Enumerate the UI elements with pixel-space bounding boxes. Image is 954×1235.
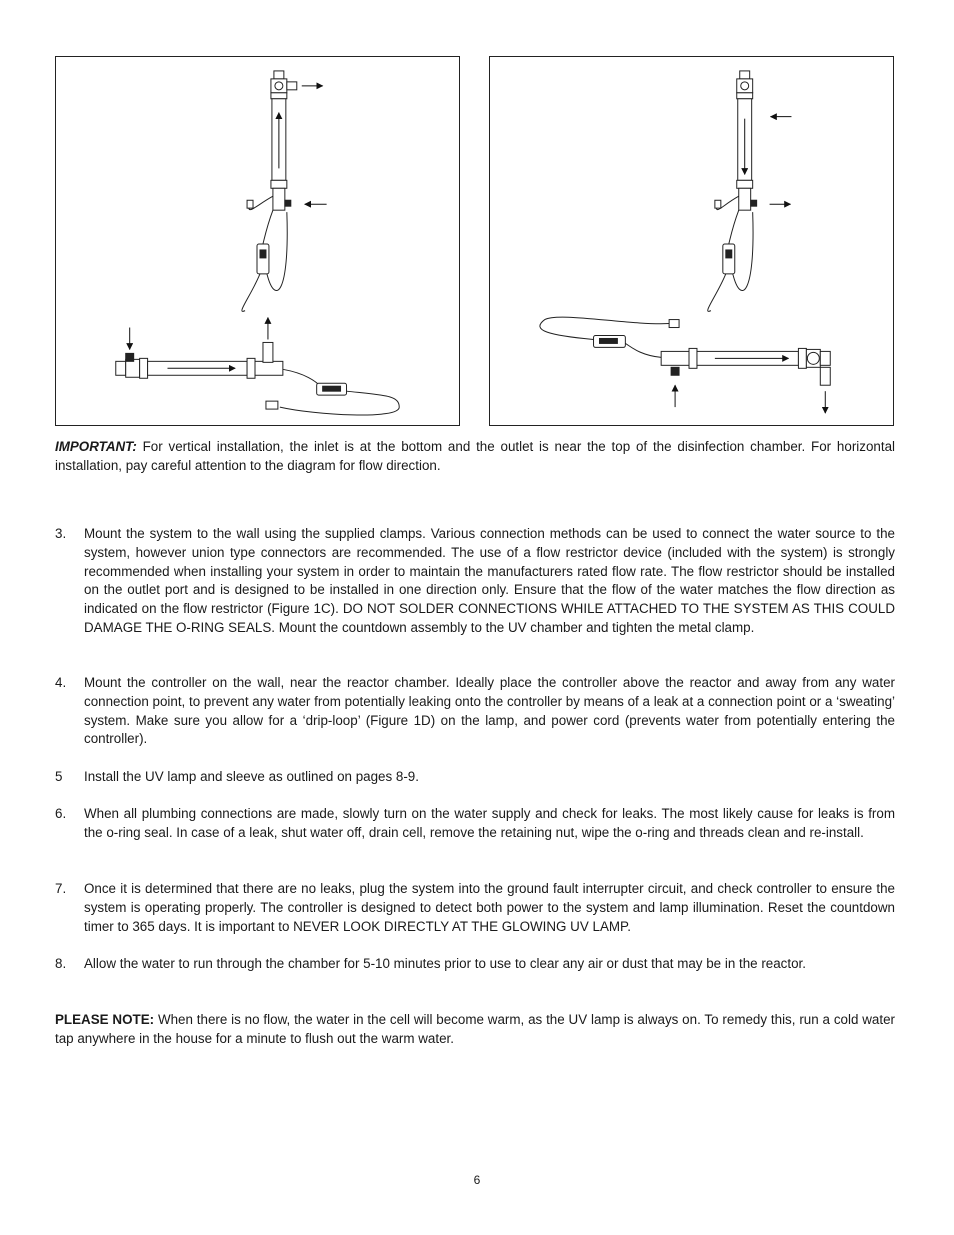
please-note-lead: PLEASE NOTE: [55, 1012, 155, 1027]
installation-diagram-right [490, 57, 893, 425]
step-number: 8. [55, 956, 67, 971]
vertical-uv-chamber [271, 71, 297, 210]
step-text: Install the UV lamp and sleeve as outlined on pages 8-9. [84, 769, 419, 784]
page-number: 6 [473, 1173, 481, 1187]
vertical-uv-chamber-right [737, 71, 757, 210]
step-number: 5 [55, 769, 63, 784]
step-text: Mount the system to the wall using the supplied clamps. Various connection methods can be used to connect the water source to the system, however union type connectors are recommended. The use of a flow restrictor device (included with the system) is strongly recommended when installing your system in order to maintain the manufacturers rated flow rate. The flow restrictor should be installed on the outlet port and is designed to be installed in one direction only. Ensure that the flow of the water matches the flow direction as indicated on the flow restrictor (Figure 1C). DO NOT SOLDER CONNECTIONS WHILE ATTACHED TO THE SYSTEM AS THIS COULD DAMAGE THE O-RING SEALS. Mount the countdown assembly to the UV chamber and tighten the metal clamp. [84, 526, 895, 635]
figure-installation-left [55, 56, 460, 426]
step-number: 7. [55, 881, 67, 896]
horizontal-uv-chamber [116, 342, 283, 378]
step-number: 4. [55, 675, 67, 690]
important-lead: IMPORTANT: [55, 439, 137, 454]
horizontal-uv-chamber-right [661, 348, 830, 385]
step-text: Once it is determined that there are no leaks, plug the system into the ground fault interrupter circuit, and check controller to ensure the system is operating properly. The controller is designed to detect both power to the system and lamp illumination. Reset the countdown timer to 365 days. It is important to NEVER LOOK DIRECTLY AT THE GLOWING UV LAMP. [84, 881, 895, 934]
controller-box-right [723, 244, 735, 274]
step-text: When all plumbing connections are made, slowly turn on the water supply and check for leaks. The most likely cause for leaks is from the o-ring seal. In case of a leak, shut water off, drain cell, remove the retaining nut, wipe the o-ring and threads clean and re-install. [84, 806, 895, 840]
step-text: Mount the controller on the wall, near the reactor chamber. Ideally place the controller above the reactor and away from any water connection point, to prevent any water from potentially leaking onto the controller by means of a leak at a connection point or a ‘sweating’ system. Make sure you allow for a ‘drip-loop’ (Figure 1D) on the lamp, and power cord (prevents water from potentially entering the controller). [84, 675, 895, 747]
please-note [55, 1011, 895, 1049]
installation-diagram-left [56, 57, 459, 425]
controller-box [257, 244, 269, 274]
important-note [55, 438, 895, 476]
please-note-text: When there is no flow, the water in the cell will become warm, as the UV lamp is always on. To remedy this, run a cold water tap anywhere in the house for a minute to flush out the warm water. [55, 1012, 895, 1046]
step-number: 3. [55, 526, 67, 541]
figure-installation-right [489, 56, 894, 426]
step-text: Allow the water to run through the chamber for 5-10 minutes prior to use to clear any air or dust that may be in the reactor. [84, 956, 806, 971]
step-number: 6. [55, 806, 67, 821]
important-text: For vertical installation, the inlet is at the bottom and the outlet is near the top of the disinfection chamber. For horizontal installation, pay careful attention to the diagram for flow direction. [55, 439, 895, 473]
